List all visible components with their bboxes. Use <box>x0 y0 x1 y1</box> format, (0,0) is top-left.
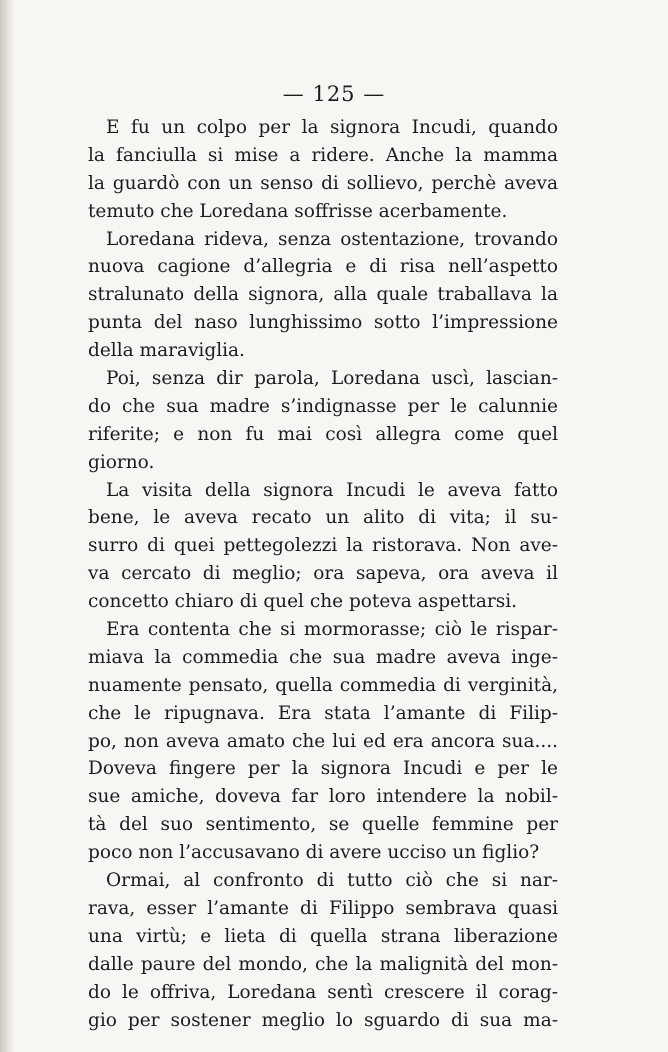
text-line: miava la commedia che sua madre aveva inge- <box>88 646 558 668</box>
text-line: surro di quei pettegolezzi la ristorava. Non ave- <box>88 535 558 557</box>
text-line: sue amiche, doveva far loro intendere la nobil- <box>88 786 558 808</box>
text-line: dalle paure del mondo, che la malignità del mon- <box>88 953 558 975</box>
text-line: stralunato della signora, alla quale traballava la <box>88 284 558 306</box>
text-line: giorno. <box>88 451 155 473</box>
text-line: riferite; e non fu mai così allegra come quel <box>88 423 558 445</box>
text-line: concetto chiaro di quel che poteva aspettarsi. <box>88 591 518 613</box>
text-line: poco non l’accusavano di avere ucciso un figlio? <box>88 842 540 864</box>
text-line: Doveva fingere per la signora Incudi e per le <box>88 758 558 780</box>
body-text <box>88 114 558 1034</box>
text-line: gio per sostener meglio lo sguardo di sua ma- <box>88 1009 558 1031</box>
text-line: che le ripugnava. Era stata l’amante di Filip- <box>88 702 558 724</box>
text-line: E fu un colpo per la signora Incudi, quando <box>106 117 558 138</box>
text-line: do le offriva, Loredana sentì crescere il corag- <box>88 981 558 1003</box>
text-line: tà del suo sentimento, se quelle femmine per <box>88 814 558 836</box>
text-line: bene, le aveva recato un alito di vita; il su- <box>88 507 558 529</box>
text-line: temuto che Loredana soffrisse acerbamente. <box>88 200 508 222</box>
text-line: nuova cagione d’allegria e di risa nell’aspetto <box>88 256 558 278</box>
text-line: punta del naso lunghissimo sotto l’impressione <box>88 312 558 334</box>
text-line: la fanciulla si mise a ridere. Anche la mamma <box>88 144 558 166</box>
text-line: Poi, senza dir parola, Loredana uscì, lascian- <box>106 368 558 390</box>
binding-edge <box>0 0 14 1052</box>
text-line: Loredana rideva, senza ostentazione, trovando <box>106 228 558 250</box>
text-line: della maraviglia. <box>88 340 245 362</box>
text-line: po, non aveva amato che lui ed era ancora sua.... <box>88 730 558 752</box>
text-line: rava, esser l’amante di Filippo sembrava quasi <box>88 897 558 919</box>
text-line: La visita della signora Incudi le aveva fatto <box>106 479 558 501</box>
text-line: va cercato di meglio; ora sapeva, ora aveva il <box>88 563 558 585</box>
text-line: una virtù; e lieta di quella strana liberazione <box>88 925 558 947</box>
text-line: do che sua madre s’indignasse per le calunnie <box>88 395 558 417</box>
page-number: — 125 — <box>282 82 386 106</box>
text-line: Era contenta che si mormorasse; ciò le rispar- <box>106 619 558 641</box>
text-line: Ormai, al confronto di tutto ciò che si nar- <box>106 870 558 892</box>
text-line: la guardò con un senso di sollievo, perchè aveva <box>88 172 558 194</box>
text-line: nuamente pensato, quella commedia di verginità, <box>88 674 558 696</box>
